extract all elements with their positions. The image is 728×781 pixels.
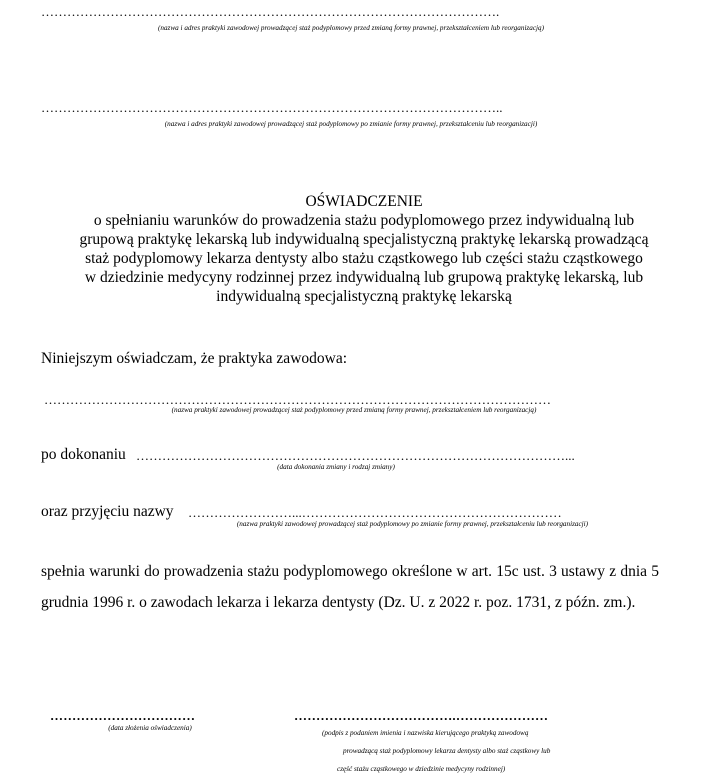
title-line: indywidualną specjalistyczną praktykę lekarską: [216, 288, 512, 305]
title-line: w dziedzinie medycyny rodzinnej przez indywidualną lub grupową praktykę lekarską, lub: [84, 269, 644, 286]
title-line: staż podyplomowy lekarza dentysty albo stażu cząstkowego lub części stażu cząstkowego: [85, 250, 643, 267]
date-caption: (data złożenia oświadczenia): [108, 724, 192, 732]
prior-practice-dotted-line[interactable]: …………………………………………………………………………………………….: [41, 4, 500, 19]
signature-dotted-line[interactable]: ……………………………….…………………: [294, 708, 549, 723]
after-change-caption: (data dokonania zmiany i rodzaj zmiany): [277, 463, 395, 471]
statement-title-block: [30, 192, 698, 306]
signature-caption: [300, 724, 690, 778]
signature-caption-line: prowadzącą staż podyplomowy lekarza dentysty albo staż cząstkowy lub: [343, 747, 551, 755]
date-dotted-line[interactable]: ……………………………: [50, 708, 196, 723]
after-practice-caption: (nazwa i adres praktyki zawodowej prowadzącej staż podyplomowy po zmianie formy prawnej, przekształceniu lub reorganizacji): [164, 120, 538, 128]
after-practice-dotted-line[interactable]: ……………………………………………………………………………………………..: [41, 100, 503, 115]
statement-intro: Niniejszym oświadczam, że praktyka zawodowa:: [41, 350, 348, 367]
new-name-caption: (nazwa praktyki zawodowej prowadzącej staż podyplomowy po zmianie formy prawnej, przekształceniu lub reorganizacji): [236, 520, 589, 528]
practice-name-dotted-line[interactable]: ………………………………………………………………………………………………………: [44, 392, 551, 407]
prior-practice-caption: (nazwa i adres praktyki zawodowej prowadzącej staż podyplomowy przed zmianą formy prawnej, przekształceniem lub reorganizacją): [157, 24, 545, 32]
practice-name-caption: (nazwa praktyki zawodowej prowadzącej staż podyplomowy przed zmianą formy prawnej, przekształceniem lub reorganizacją): [171, 406, 537, 414]
new-name-label: oraz przyjęciu nazwy: [41, 503, 174, 520]
after-change-label: po dokonaniu: [41, 446, 126, 463]
signature-caption-line: część stażu cząstkowego w dziedzinie medycyny rodzinnej): [337, 765, 506, 773]
title-line: grupową praktykę lekarską lub indywidualną specjalistyczną praktykę lekarską prowadzącą: [79, 231, 649, 248]
after-change-dotted-line[interactable]: ………………………………………………………………………………………...: [136, 448, 575, 463]
signature-caption-line: (podpis z podaniem imienia i nazwiska kierującego praktyką zawodową: [322, 729, 529, 737]
statement-conclusion: spełnia warunki do prowadzenia stażu podyplomowego określone w art. 15c ust. 3 ustawy z dnia 5 grudnia 1996 r. o zawodach lekarza i lekarza dentysty (Dz. U. z 2022 r. poz. 1731, z późn. zm.).: [41, 563, 659, 611]
title-line: o spełnianiu warunków do prowadzenia stażu podyplomowego przez indywidualną lub: [93, 212, 635, 229]
statement-heading: OŚWIADCZENIE: [305, 193, 423, 210]
new-name-dotted-line[interactable]: ……………………...……………………………………………………: [188, 505, 562, 520]
